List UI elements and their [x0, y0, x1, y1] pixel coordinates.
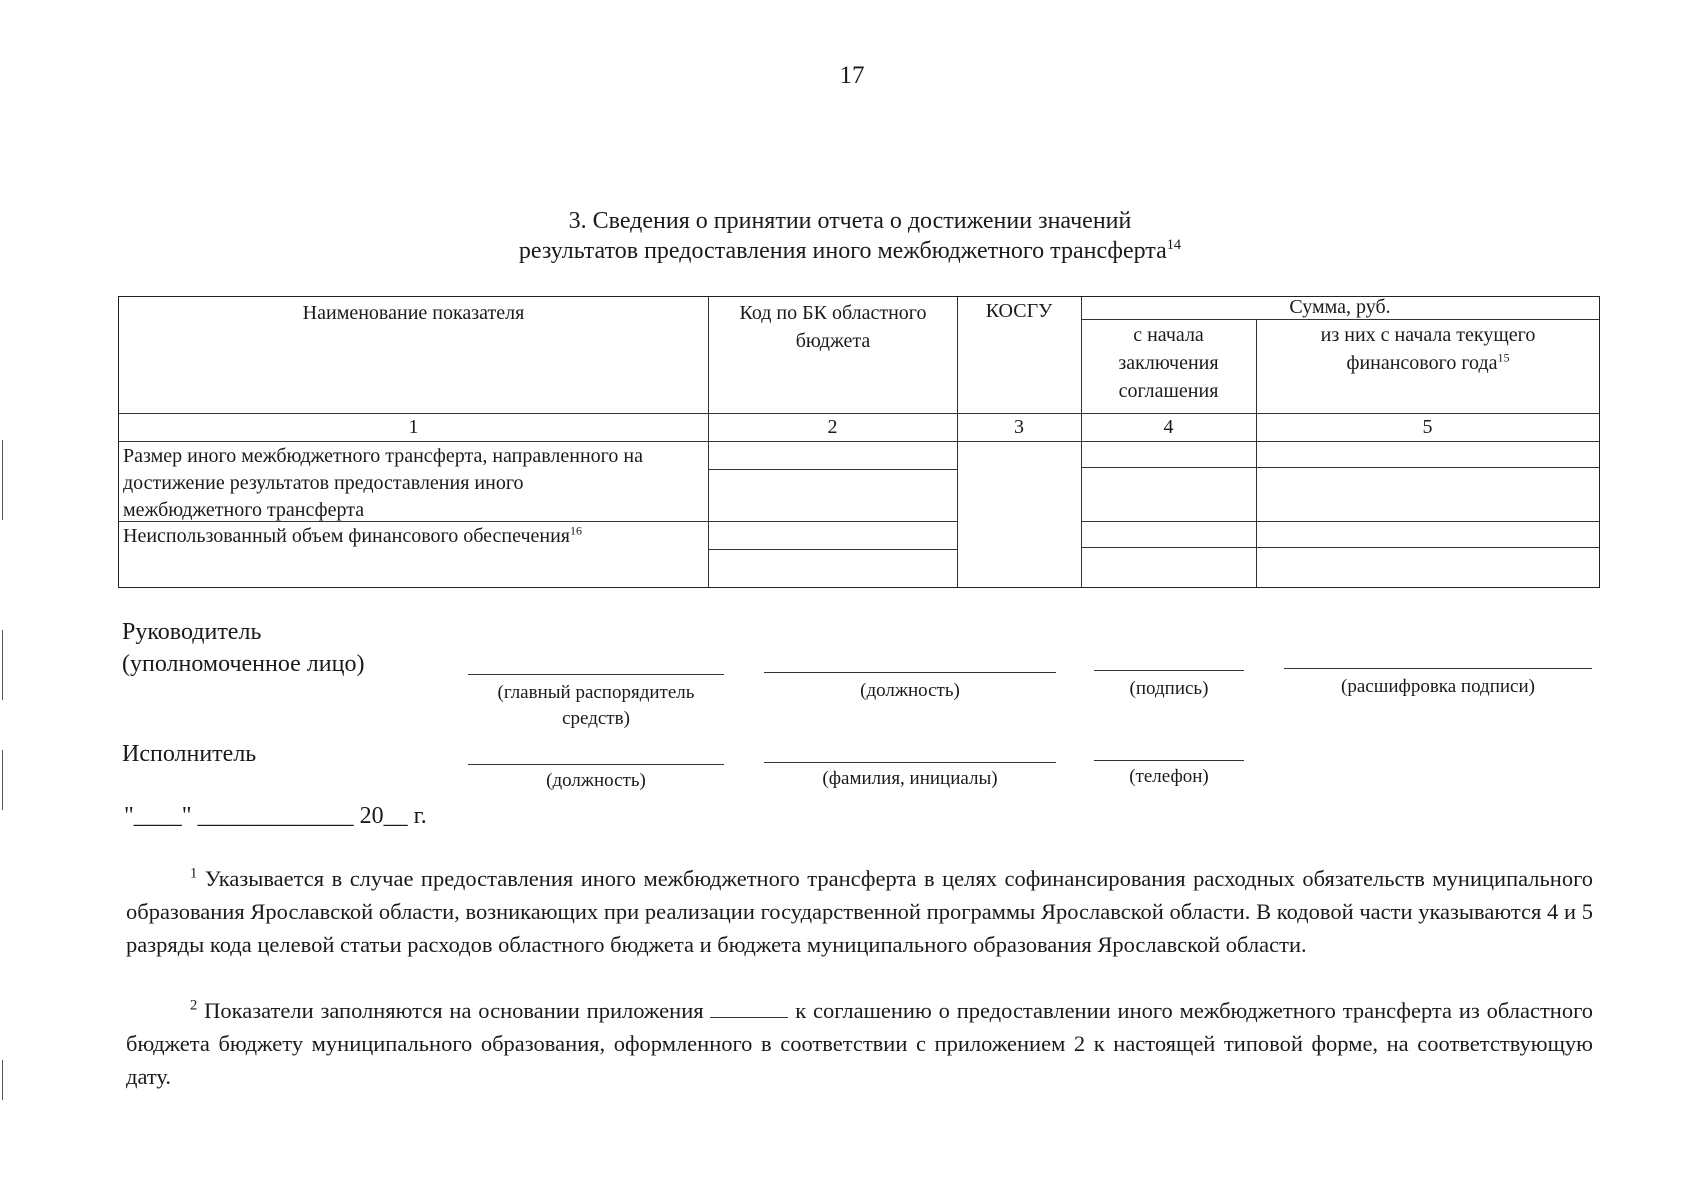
col-number-5: 5	[1422, 416, 1433, 438]
footnote-1-text: Указывается в случае предоставления иного межбюджетного трансферта в целях софинансирования расходных обязательств муниципального образования Ярославской области, возникающих при реализации государственной программы Ярославской области. В кодовой части указываются 4 и 5 разряды кода целевой статьи расходов областного бюджета и бюджета муниципального образования Ярославской области.	[126, 866, 1593, 957]
head-caption-position: (должность)	[860, 680, 960, 701]
title-line-2-text: результатов предоставления иного межбюджетного трансферта	[518, 238, 1167, 264]
head-caption-signature: (подпись)	[1129, 678, 1209, 699]
margin-mark	[2, 440, 3, 520]
head-caption-distributor: (главный распорядитель средств)	[497, 682, 695, 729]
margin-mark	[2, 750, 3, 810]
head-signature-line-2	[764, 672, 1056, 673]
header-sum: Сумма, руб.	[1289, 296, 1391, 318]
executor-caption-position: (должность)	[546, 770, 646, 791]
col-number-4: 4	[1163, 416, 1174, 438]
footnote-1-number: 1	[190, 865, 198, 882]
executor-line-3	[1094, 760, 1244, 761]
date-line: "____" _____________ 20__ г.	[124, 803, 427, 829]
col-number-1: 1	[408, 416, 419, 438]
appendix-number-blank	[710, 999, 788, 1018]
row-label-unused-volume-text: Неиспользованный объем финансового обеспечения	[123, 525, 571, 547]
title-line-1: 3. Сведения о принятии отчета о достижении значений	[568, 208, 1132, 234]
row-label-unused-volume	[123, 523, 703, 550]
col-number-3: 3	[1014, 416, 1024, 438]
margin-mark	[2, 1060, 3, 1100]
header-current-year	[1269, 321, 1587, 377]
head-label-line-1: Руководитель	[122, 619, 262, 645]
row-label-transfer-size: Размер иного межбюджетного трансферта, направленного на достижение результатов предоставления иного межбюджетного трансферта	[123, 445, 643, 521]
executor-label: Исполнитель	[122, 741, 257, 767]
row-label-unused-footnote: 16	[570, 523, 583, 538]
footnote-2-text-after: к соглашению о предоставлении иного межбюджетного трансферта из областного бюджета бюджету муниципального образования, оформленного в соответствии с приложением 2 к настоящей типовой форме, на соответствующую дату.	[126, 998, 1594, 1089]
section-title	[300, 206, 1400, 266]
executor-caption-phone: (телефон)	[1129, 766, 1209, 787]
col-number-2: 2	[827, 416, 838, 438]
footnote-2-number: 2	[190, 997, 198, 1014]
margin-mark	[2, 630, 3, 700]
footnote-2	[126, 994, 1593, 1093]
header-kosgu: КОСГУ	[985, 300, 1053, 322]
executor-line-1	[468, 764, 724, 765]
footnote-1	[126, 862, 1593, 961]
head-signature-line-1	[468, 674, 724, 675]
page-number: 17	[839, 62, 865, 89]
head-signature-line-3	[1094, 670, 1244, 671]
footnote-2-text-before: Показатели заполняются на основании приложения	[204, 998, 704, 1023]
header-current-year-text: из них с начала текущего финансового года	[1320, 324, 1536, 374]
header-bk-code: Код по БК областного бюджета	[739, 302, 927, 352]
head-label	[122, 616, 364, 680]
executor-caption-name: (фамилия, инициалы)	[822, 768, 998, 789]
head-caption-decoding: (расшифровка подписи)	[1341, 676, 1535, 697]
head-label-line-2: (уполномоченное лицо)	[122, 651, 365, 677]
title-line-2	[300, 236, 1400, 266]
title-footnote-ref: 14	[1166, 237, 1182, 253]
head-signature-line-4	[1284, 668, 1592, 669]
header-current-year-footnote: 15	[1497, 350, 1510, 365]
executor-line-2	[764, 762, 1056, 763]
header-since-agreement: с начала заключения соглашения	[1118, 324, 1219, 402]
report-table	[118, 296, 1600, 588]
header-indicator-name: Наименование показателя	[302, 302, 525, 324]
